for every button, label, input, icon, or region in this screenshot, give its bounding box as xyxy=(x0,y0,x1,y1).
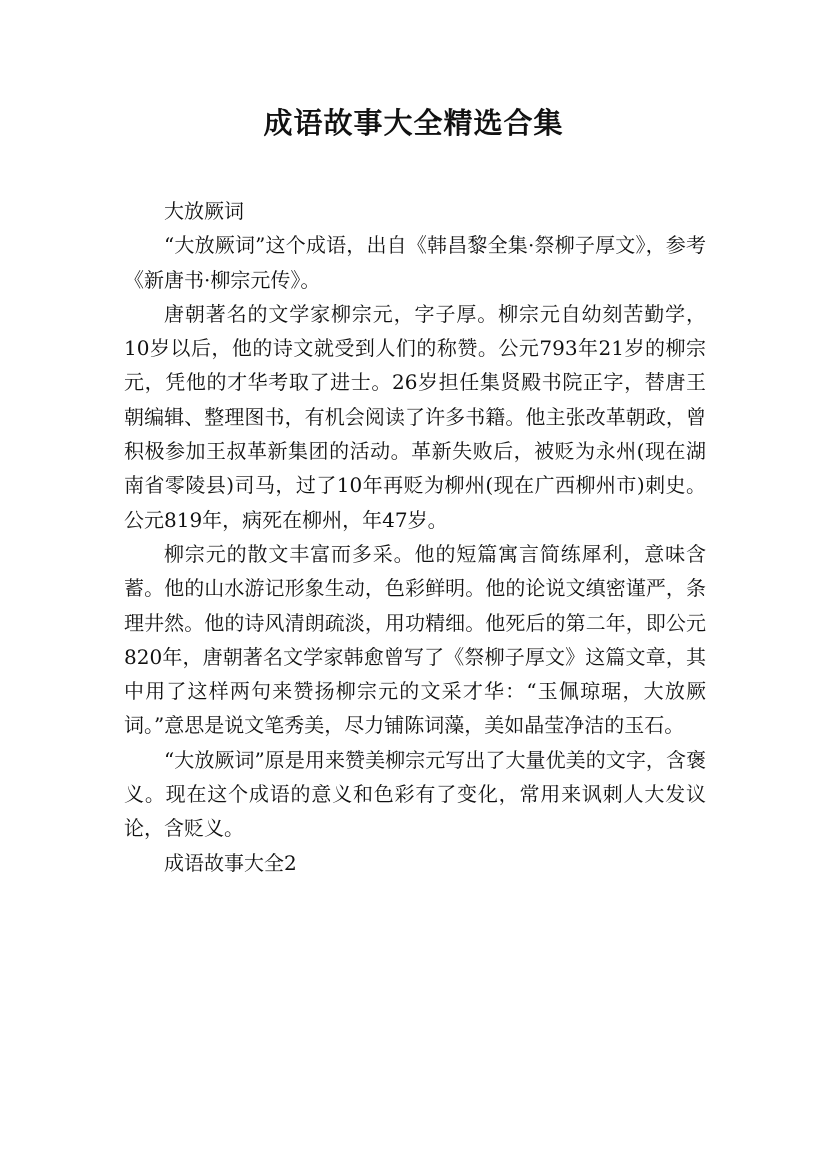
section-heading: 成语故事大全2 xyxy=(164,850,297,875)
section-heading: 大放厥词 xyxy=(164,199,244,223)
paragraph: 柳宗元的散文丰富而多采。他的短篇寓言简练犀利，意味含蓄。他的山水游记形象生动，色彩鲜明。他的论说文缜密谨严，条理井然。他的诗风清朗疏淡，用功精细。他死后的第二年，即公元820年，唐朝著名文学家韩愈曾写了《祭柳子厚文》这篇文章，其中用了这样两句来赞扬柳宗元的文采才华：“玉佩琼琚，大放厥词。”意思是说文笔秀美，尽力铺陈词藻，美如晶莹净洁的玉石。 xyxy=(124,541,706,738)
page-title: 成语故事大全精选合集 xyxy=(263,106,564,140)
paragraph: “大放厥词”原是用来赞美柳宗元写出了大量优美的文字，含褒义。现在这个成语的意义和色彩有了变化，常用来讽刺人大发议论，含贬义。 xyxy=(124,747,706,841)
paragraph: “大放厥词”这个成语，出自《韩昌黎全集·祭柳子厚文》，参考《新唐书·柳宗元传》。 xyxy=(124,233,706,292)
paragraph: 唐朝著名的文学家柳宗元，字子厚。柳宗元自幼刻苦勤学，10岁以后，他的诗文就受到人们的称赞。公元793年21岁的柳宗元，凭他的才华考取了进士。26岁担任集贤殿书院正字，替唐王朝编辑、整理图书，有机会阅读了许多书籍。他主张改革朝政，曾积极参加王叔革新集团的活动。革新失败后，被贬为永州(现在湖南省零陵县)司马，过了10年再贬为柳州(现在广西柳州市)刺史。公元819年，病死在柳州，年47岁。 xyxy=(124,301,706,532)
document-body xyxy=(124,194,706,880)
